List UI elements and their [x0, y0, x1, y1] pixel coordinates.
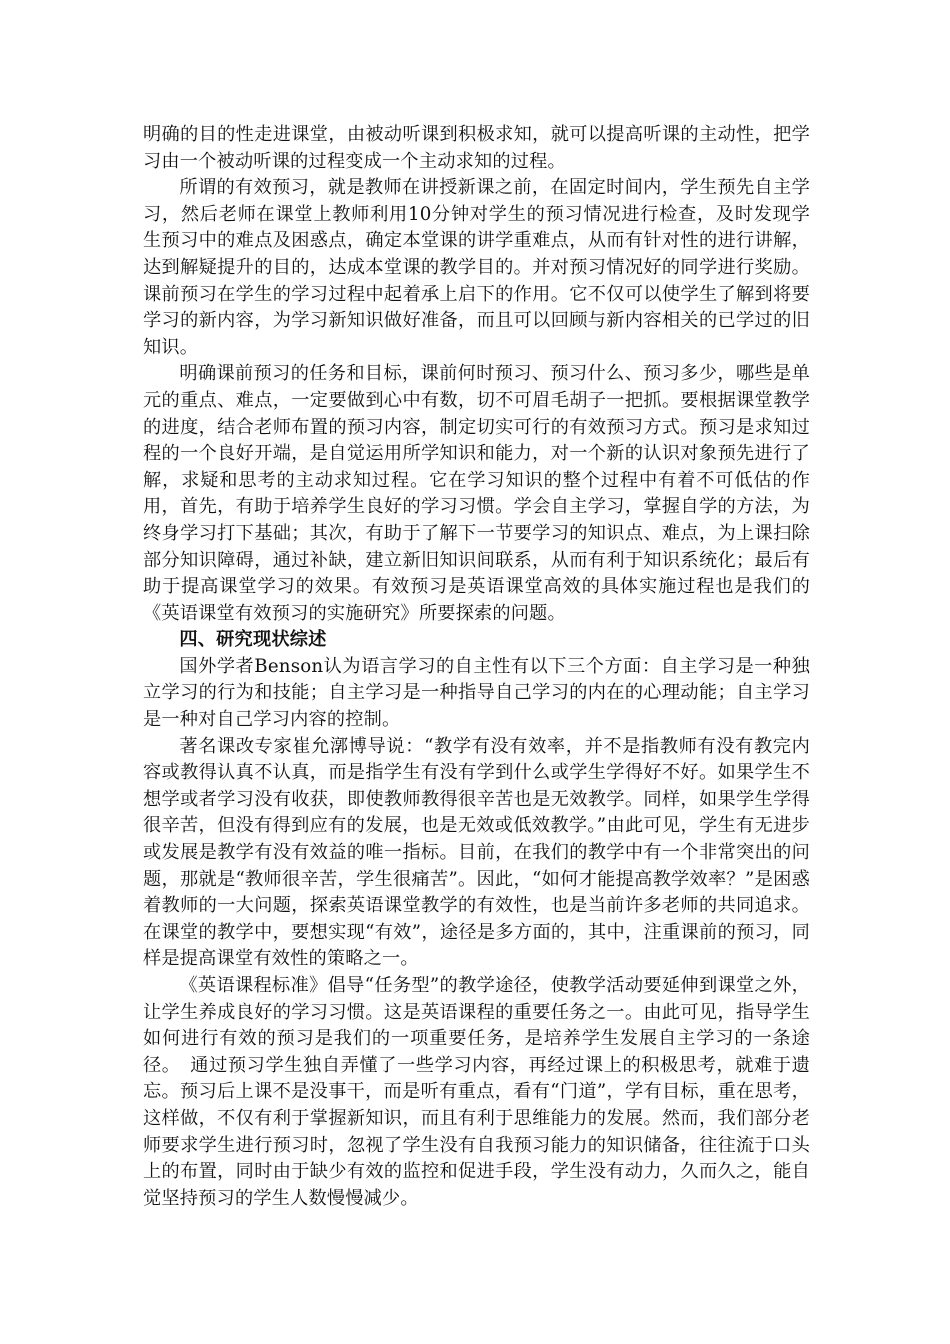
paragraph-preview-tasks-goals: 明确课前预习的任务和目标，课前何时预习、预习什么、预习多少，哪些是单元的重点、难点，一定要做到心中有数，切不可眉毛胡子一把抓。要根据课堂教学的进度，结合老师布置的预习内容，制定切实可行的有效预习方式。预习是求知过程的一个良好开端，是自觉运用所学知识和能力，对一个新的认识对象预先进行了解，求疑和思考的主动求知过程。它在学习知识的整个过程中有着不可低估的作用，首先，有助于培养学生良好的学习习惯。学会自主学习，掌握自学的方法，为终身学习打下基础；其次，有助于了解下一节要学习的知识点、难点，为上课扫除部分知识障碍，通过补缺，建立新旧知识间联系，从而有利于知识系统化；最后有助于提高课堂学习的效果。有效预习是英语课堂高效的具体实施过程也是我们的《英语课堂有效预习的实施研究》所要探索的问题。	[143, 363, 810, 624]
paragraph-benson-autonomy: 国外学者Benson认为语言学习的自主性有以下三个方面：自主学习是一种独立学习的行为和技能；自主学习是一种指导自己学习的内在的心理动能；自主学习是一种对自己学习内容的控制。	[143, 655, 810, 731]
paragraph-teaching-efficiency-quote: 著名课改专家崔允漷博导说：“教学有没有效率，并不是指教师有没有教完内容或教得认真不认真，而是指学生有没有学到什么或学生学得好不好。如果学生不想学或者学习没有收获，即使教师教得很辛苦也是无效教学。同样，如果学生学得很辛苦，但没有得到应有的发展，也是无效或低效教学。”由此可见，学生有无进步或发展是教学有没有效益的唯一指标。目前，在我们的教学中有一个非常突出的问题，那就是“教师很辛苦，学生很痛苦”。因此，“如何才能提高教学效率？”是困惑着教师的一大问题，探索英语课堂教学的有效性，也是当前许多老师的共同追求。在课堂的教学中，要想实现“有效”，途径是多方面的，其中，注重课前的预习，同样是提高课堂有效性的策略之一。	[143, 735, 810, 970]
paragraph-curriculum-standard: 《英语课程标准》倡导“任务型”的教学途径，使教学活动要延伸到课堂之外，让学生养成良好的学习习惯。这是英语课程的重要任务之一。由此可见，指导学生如何进行有效的预习是我们的一项重要任务，是培养学生发展自主学习的一条途径。 通过预习学生独自弄懂了一些学习内容，再经过课上的积极思考，就难于遗忘。预习后上课不是没事干，而是听有重点，看有“门道”，学有目标，重在思考，这样做，不仅有利于掌握新知识，而且有利于思维能力的发展。然而，我们部分老师要求学生进行预习时，忽视了学生没有自我预习能力的知识储备，往往流于口头上的布置，同时由于缺少有效的监控和促进手段，学生没有动力，久而久之，能自觉坚持预习的学生人数慢慢减少。	[143, 975, 810, 1209]
document-body	[143, 122, 810, 1212]
paragraph-effective-preview-definition: 所谓的有效预习，就是教师在讲授新课之前，在固定时间内，学生预先自主学习，然后老师在课堂上教师利用10分钟对学生的预习情况进行检查，及时发现学生预习中的难点及困惑点，确定本堂课的讲学重难点，从而有针对性的进行讲解，达到解疑提升的目的，达成本堂课的教学目的。并对预习情况好的同学进行奖励。课前预习在学生的学习过程中起着承上启下的作用。它不仅可以使学生了解到将要学习的新内容，为学习新知识做好准备，而且可以回顾与新内容相关的已学过的旧知识。	[143, 177, 810, 358]
section-heading-research-status: 四、研究现状综述	[179, 629, 327, 651]
paragraph-continuation: 明确的目的性走进课堂，由被动听课到积极求知，就可以提高听课的主动性，把学习由一个被动听课的过程变成一个主动求知的过程。	[143, 124, 810, 172]
